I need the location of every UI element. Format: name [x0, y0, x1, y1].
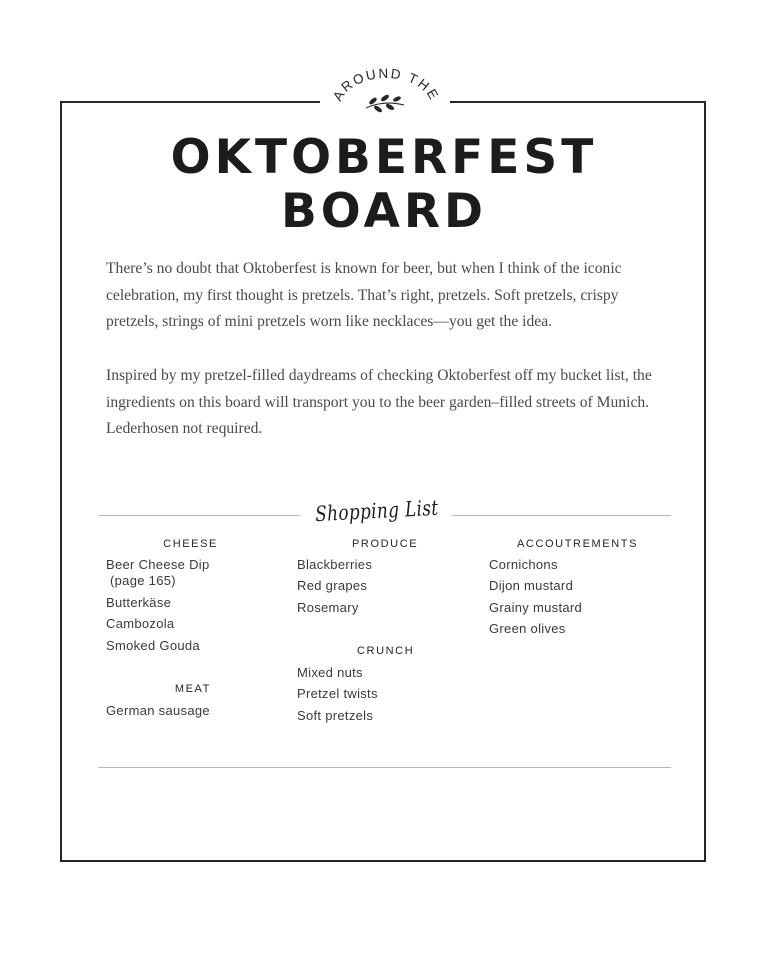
crunch-list: [297, 665, 467, 729]
shopping-list-heading-svg: [302, 488, 452, 534]
title-line-2: BOARD: [280, 184, 488, 239]
accoutrements-list: [489, 557, 669, 643]
shopping-list-rule-right: [452, 515, 671, 516]
shopping-list-heading-text: Shopping List: [314, 496, 440, 527]
cheese-list: [106, 557, 276, 659]
list-item: Dijon mustard: [489, 578, 574, 594]
list-item: Soft pretzels: [297, 707, 374, 723]
list-item: Pretzel twists: [297, 686, 378, 702]
shopping-list-heading: [302, 488, 452, 534]
list-item: Mixed nuts: [297, 665, 363, 680]
list-item: Blackberries: [297, 557, 373, 572]
list-item: Grainy mustard: [489, 599, 583, 615]
title-line-1: OKTOBERFEST: [170, 130, 598, 185]
kicker-arc: [322, 62, 448, 126]
produce-list: [297, 557, 467, 621]
list-item: Smoked Gouda: [106, 637, 200, 653]
list-item: Cambozola: [106, 616, 175, 632]
list-item: Green olives: [489, 621, 566, 637]
list-item: Red grapes: [297, 578, 368, 594]
produce-heading: PRODUCE: [352, 538, 419, 550]
list-item: Butterkäse: [106, 594, 172, 610]
crunch-heading: CRUNCH: [357, 645, 415, 657]
meat-heading: MEAT: [174, 683, 211, 695]
kicker-text-path: AROUND THE: [329, 65, 443, 104]
list-item: Beer Cheese Dip: [106, 557, 210, 572]
shopping-list-rule-left: [98, 515, 300, 516]
list-item: German sausage: [106, 703, 210, 718]
bottom-rule: [98, 767, 671, 768]
olive-sprig-icon: [366, 94, 404, 112]
kicker: [322, 62, 448, 126]
cheese-heading: CHEESE: [163, 538, 218, 550]
intro-paragraph-2: Inspired by my pretzel-filled daydreams of checking Oktoberfest off my bucket list, the ingredients on this board will transport you to the beer garden–filled streets of Munich. Lederhosen not required.: [106, 367, 652, 437]
intro-paragraph-1: There’s no doubt that Oktoberfest is known for beer, but when I think of the iconic celebration, my first thought is pretzels. That’s right, pretzels. Soft pretzels, crispy pretzels, strings of mini pretzels worn like necklaces—you get the idea.: [106, 260, 622, 330]
accoutrements-heading: ACCOUTREMENTS: [517, 538, 639, 550]
list-item: (page 165): [110, 573, 176, 589]
list-item: Rosemary: [297, 599, 359, 615]
meat-list: [106, 703, 276, 724]
list-item: Cornichons: [489, 557, 558, 572]
